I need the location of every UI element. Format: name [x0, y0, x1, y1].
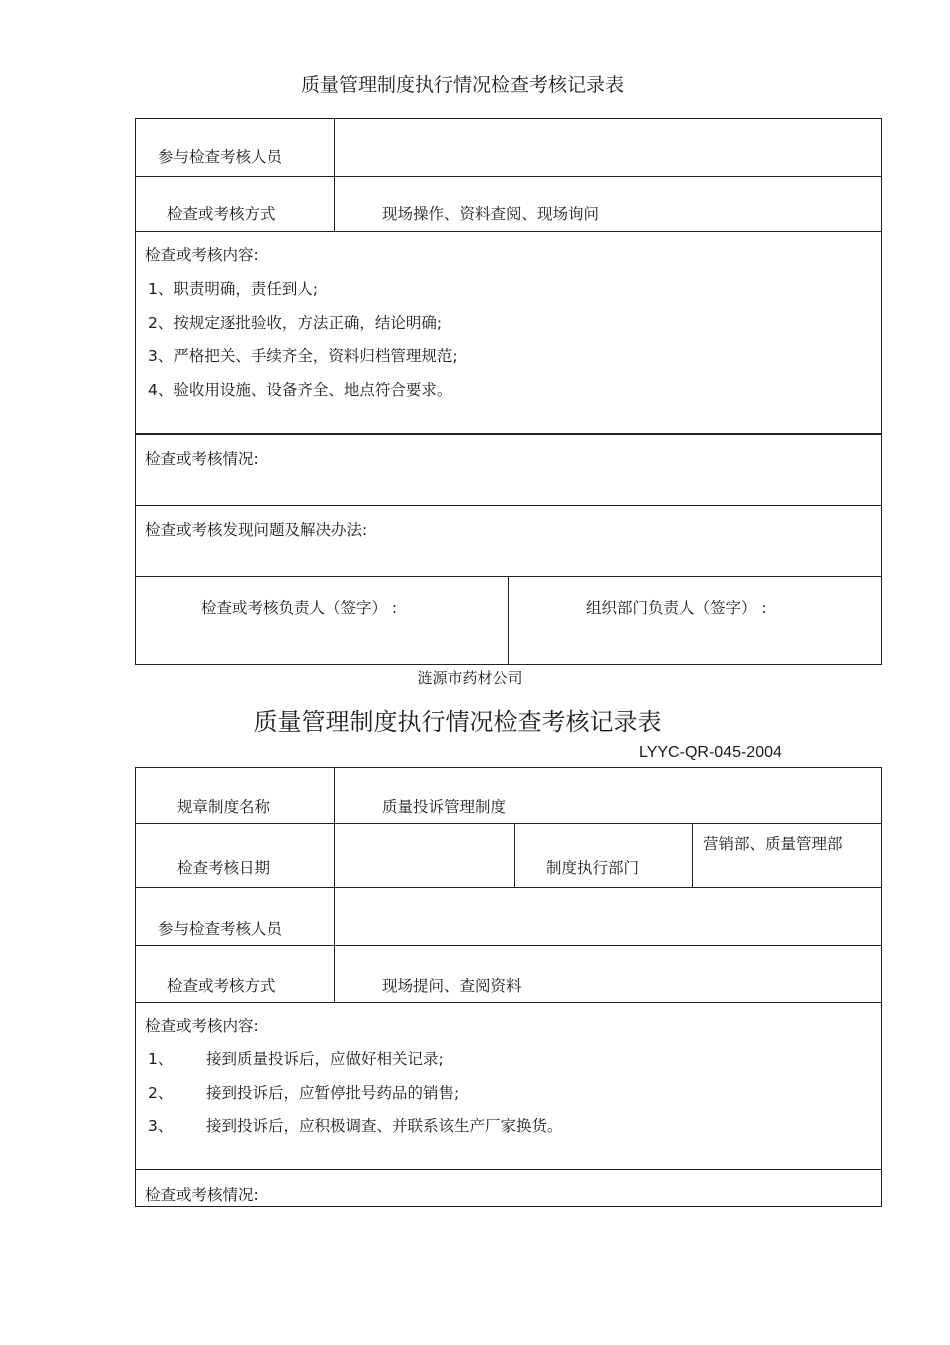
form2-row-divider [135, 823, 882, 824]
form2-dept-divider [692, 823, 693, 887]
form2-document-code: LYYC-QR-045-2004 [639, 744, 782, 761]
form2-date-divider [514, 823, 515, 887]
form2-content-item-text: 接到投诉后，应积极调查、并联系该生产厂家换货。 [206, 1117, 563, 1135]
form2-content-item-number: 2、 [148, 1084, 174, 1102]
form1-content-item: 3、严格把关、手续齐全，资料归档管理规范; [148, 347, 458, 365]
form2-method-label: 检查或考核方式 [167, 977, 276, 995]
form1-participants-field[interactable] [336, 120, 880, 175]
form1-content-label: 检查或考核内容: [145, 246, 259, 264]
form2-row-divider [135, 1169, 882, 1170]
form2-participants-field[interactable] [336, 889, 880, 943]
form1-title: 质量管理制度执行情况检查考核记录表 [300, 74, 624, 96]
form2-row-divider [135, 945, 882, 946]
form1-row-divider [135, 231, 882, 232]
form2-content-item-number: 3、 [148, 1117, 174, 1135]
form1-dept-leader-signature-label: 组织部门负责人（签字） : [586, 599, 767, 617]
form1-status-label: 检查或考核情况: [145, 450, 259, 468]
form2-participants-label: 参与检查考核人员 [158, 920, 283, 938]
form1-content-item: 1、职责明确，责任到人; [148, 280, 319, 298]
form2-date-field[interactable] [336, 825, 512, 885]
form2-regulation-label: 规章制度名称 [177, 798, 271, 816]
form2-label-divider [334, 767, 335, 1002]
form2-content-item-text: 接到投诉后，应暂停批号药品的销售; [206, 1084, 460, 1102]
form1-row-divider [135, 176, 882, 177]
form1-label-divider [334, 118, 335, 232]
form2-regulation-value: 质量投诉管理制度 [382, 798, 507, 816]
form2-dept-value: 营销部、质量管理部 [703, 835, 843, 853]
form1-row-divider [135, 505, 882, 506]
form2-title: 质量管理制度执行情况检查考核记录表 [253, 708, 662, 736]
form1-problems-label: 检查或考核发现问题及解决办法: [145, 521, 368, 539]
form2-method-value: 现场提问、查阅资料 [382, 977, 522, 995]
form2-status-label: 检查或考核情况: [145, 1186, 259, 1204]
form2-content-item-number: 1、 [148, 1050, 174, 1068]
form2-content-label: 检查或考核内容: [145, 1017, 259, 1035]
form1-method-label: 检查或考核方式 [167, 205, 276, 223]
form2-dept-label: 制度执行部门 [546, 859, 640, 877]
form1-row-divider [135, 433, 882, 435]
form1-content-item: 2、按规定逐批验收，方法正确，结论明确; [148, 314, 443, 332]
form1-signature-divider [508, 576, 509, 665]
company-name: 涟源市药材公司 [417, 669, 523, 687]
form2-row-divider [135, 1002, 882, 1003]
form1-participants-label: 参与检查考核人员 [158, 148, 283, 166]
form2-date-label: 检查考核日期 [177, 859, 271, 877]
form2-row-divider [135, 887, 882, 888]
form1-leader-signature-label: 检查或考核负责人（签字） : [201, 599, 398, 617]
form1-method-value: 现场操作、资料查阅、现场询问 [382, 205, 600, 223]
form1-content-item: 4、验收用设施、设备齐全、地点符合要求。 [148, 381, 453, 399]
form2-content-item-text: 接到质量投诉后，应做好相关记录; [206, 1050, 444, 1068]
